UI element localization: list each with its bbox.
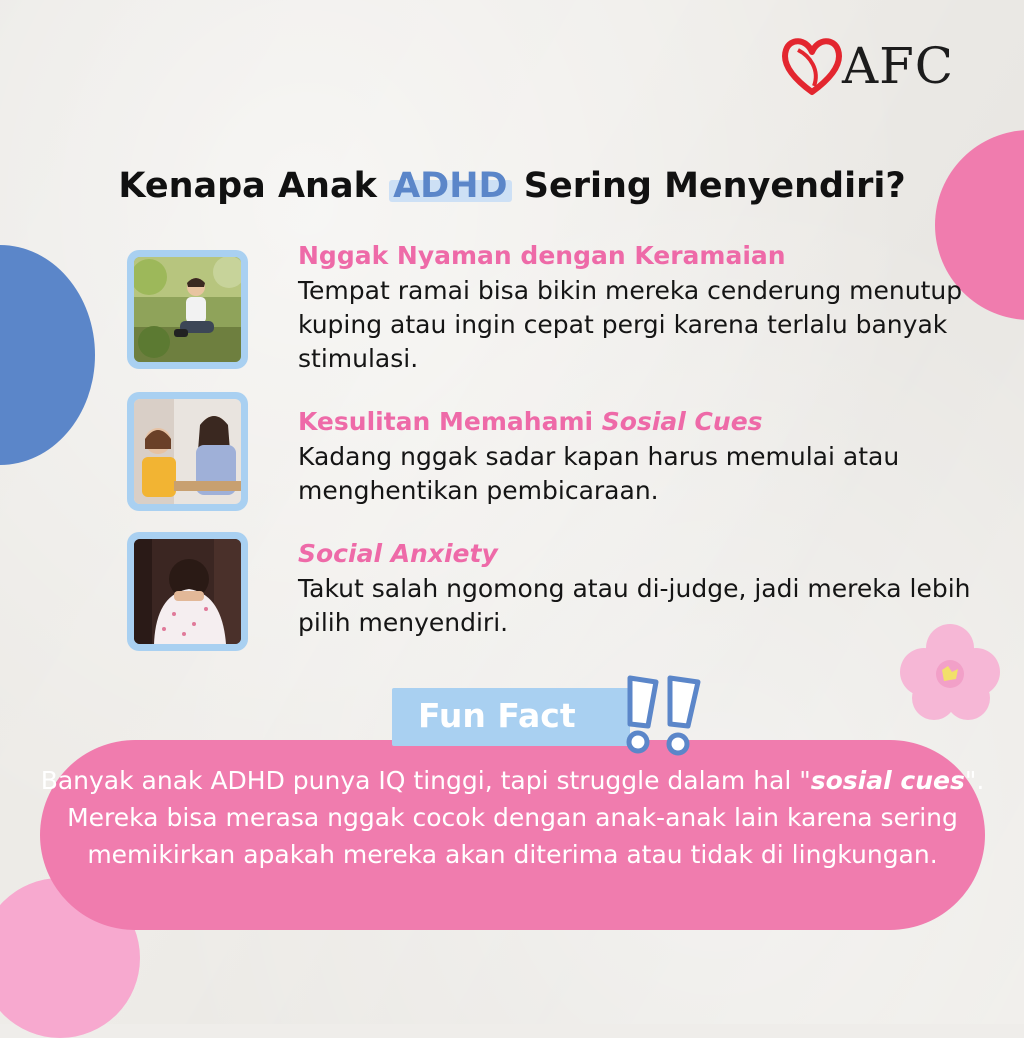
reason-heading-2-italic: Sosial Cues [601,407,763,436]
fun-fact-text-after: ". Mereka bisa merasa nggak cocok dengan anak-anak lain karena sering memikirkan apakah mereka akan diterima atau tidak di lingkungan. [67,766,985,869]
reason-heading-3 [298,538,988,570]
reason-heading-2 [298,406,988,438]
fun-fact-label-tag [392,688,630,746]
heart-swirl-icon [780,34,844,98]
reason-heading-1 [298,240,988,272]
reason-item-1 [298,240,988,376]
photo-girl-hiding-face [134,539,241,644]
logo-text: AFC [842,37,955,95]
double-exclamation-icon [616,670,716,758]
title-text-before: Kenapa Anak [118,166,390,206]
reason-item-3 [298,538,988,640]
reason-heading-1-text: Nggak Nyaman dengan Keramaian [298,241,786,270]
photo-child-sitting-outdoors [134,257,241,362]
fun-fact-text [40,762,985,873]
reason-item-2 [298,406,988,508]
photo-frame-3 [127,532,248,651]
reason-body-2: Kadang nggak sadar kapan harus memulai atau menghentikan pembicaraan. [298,442,900,505]
reason-heading-3-italic: Social Anxiety [298,539,498,568]
fun-fact-label: Fun Fact [418,696,576,735]
reason-body-3: Takut salah ngomong atau di-judge, jadi mereka lebih pilih menyendiri. [298,574,971,637]
title-text-after: Sering Menyendiri? [511,166,906,206]
afc-logo [780,34,980,98]
page-title [0,166,1024,206]
fun-fact-text-before: Banyak anak ADHD punya IQ tinggi, tapi struggle dalam hal " [40,766,811,795]
reason-body-1: Tempat ramai bisa bikin mereka cenderung menutup kuping atau ingin cepat pergi karena terlalu banyak stimulasi. [298,276,963,373]
reason-heading-2-text: Kesulitan Memahami [298,407,602,436]
fun-fact-emphasis: sosial cues [810,766,965,795]
title-highlight-adhd: ADHD [389,166,512,206]
photo-frame-1 [127,250,248,369]
photo-frame-2 [127,392,248,511]
photo-child-with-woman-shushing [134,399,241,504]
